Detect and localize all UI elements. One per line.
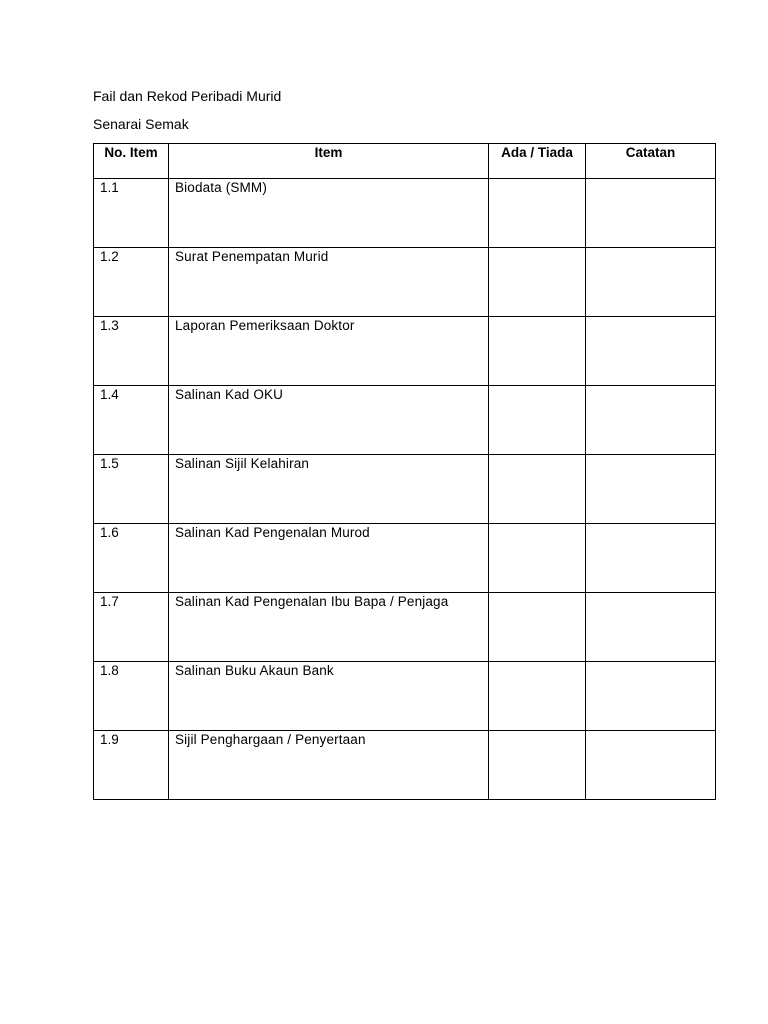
row-ada-tiada-cell[interactable]	[489, 317, 586, 386]
document-title: Fail dan Rekod Peribadi Murid	[93, 88, 282, 104]
row-catatan-cell[interactable]	[586, 593, 716, 662]
row-item: Salinan Kad Pengenalan Ibu Bapa / Penjaga	[169, 593, 489, 662]
row-catatan-cell[interactable]	[586, 455, 716, 524]
row-item: Salinan Kad Pengenalan Murod	[169, 524, 489, 593]
row-no: 1.8	[94, 662, 169, 731]
row-ada-tiada-cell[interactable]	[489, 731, 586, 800]
table-row	[94, 179, 716, 248]
row-catatan-cell[interactable]	[586, 524, 716, 593]
table-row	[94, 386, 716, 455]
row-item: Biodata (SMM)	[169, 179, 489, 248]
row-ada-tiada-cell[interactable]	[489, 593, 586, 662]
row-ada-tiada-cell[interactable]	[489, 524, 586, 593]
header-no-item	[94, 144, 169, 179]
table-row	[94, 593, 716, 662]
row-no: 1.4	[94, 386, 169, 455]
row-catatan-cell[interactable]	[586, 179, 716, 248]
row-catatan-cell[interactable]	[586, 662, 716, 731]
table-header-row	[94, 144, 716, 179]
row-no: 1.5	[94, 455, 169, 524]
row-no: 1.1	[94, 179, 169, 248]
row-item: Salinan Buku Akaun Bank	[169, 662, 489, 731]
table-row	[94, 317, 716, 386]
row-ada-tiada-cell[interactable]	[489, 455, 586, 524]
row-ada-tiada-cell[interactable]	[489, 179, 586, 248]
row-no: 1.6	[94, 524, 169, 593]
header-ada-tiada: Ada / Tiada	[489, 144, 586, 179]
header-item: Item	[169, 144, 489, 179]
row-item: Salinan Kad OKU	[169, 386, 489, 455]
row-no: 1.3	[94, 317, 169, 386]
row-item: Sijil Penghargaan / Penyertaan	[169, 731, 489, 800]
row-item: Laporan Pemeriksaan Doktor	[169, 317, 489, 386]
checklist-table	[93, 143, 716, 800]
row-item: Surat Penempatan Murid	[169, 248, 489, 317]
row-item: Salinan Sijil Kelahiran	[169, 455, 489, 524]
row-no: 1.7	[94, 593, 169, 662]
table-row	[94, 731, 716, 800]
header-no-item-label: No. Item	[104, 145, 158, 160]
row-catatan-cell[interactable]	[586, 317, 716, 386]
row-catatan-cell[interactable]	[586, 248, 716, 317]
row-ada-tiada-cell[interactable]	[489, 386, 586, 455]
row-no: 1.2	[94, 248, 169, 317]
table-row	[94, 662, 716, 731]
table-row	[94, 524, 716, 593]
table-row	[94, 455, 716, 524]
row-catatan-cell[interactable]	[586, 731, 716, 800]
table-row	[94, 248, 716, 317]
row-ada-tiada-cell[interactable]	[489, 248, 586, 317]
header-catatan: Catatan	[586, 144, 716, 179]
row-catatan-cell[interactable]	[586, 386, 716, 455]
document-subtitle: Senarai Semak	[93, 116, 189, 132]
row-no: 1.9	[94, 731, 169, 800]
row-ada-tiada-cell[interactable]	[489, 662, 586, 731]
